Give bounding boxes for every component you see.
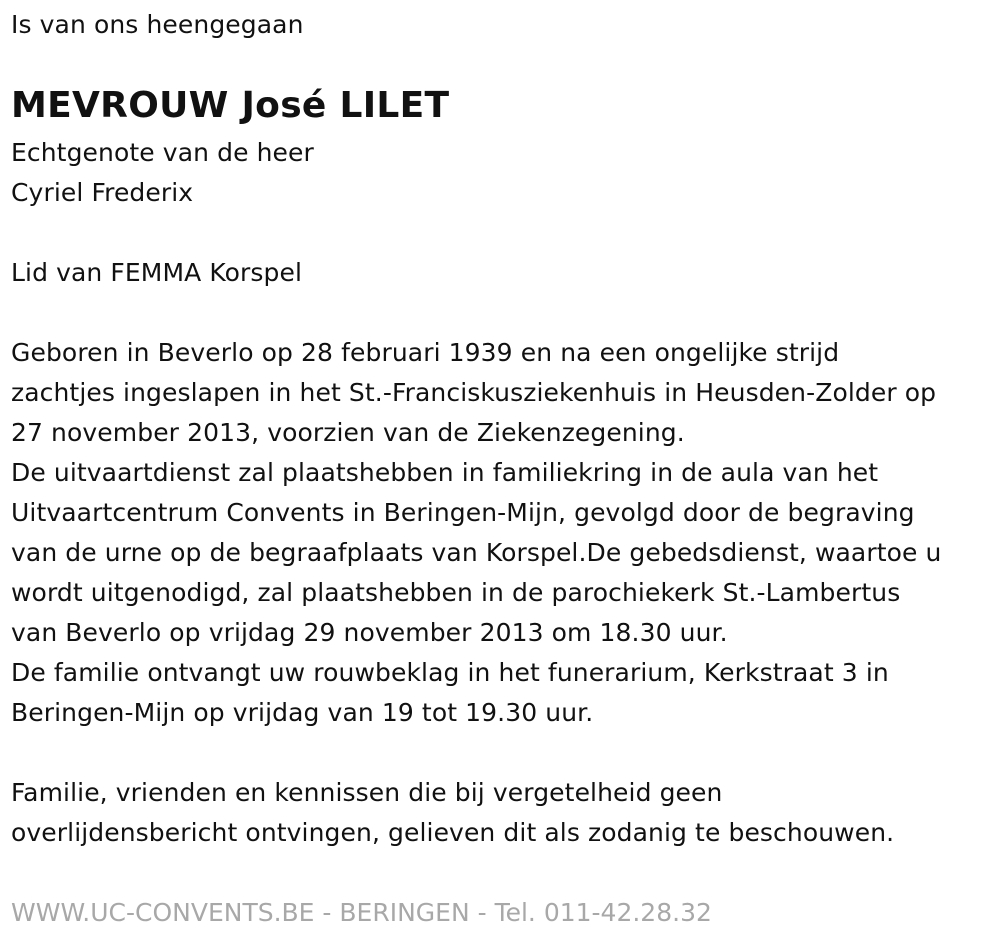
body-line: De familie ontvangt uw rouwbeklag in het funerarium, Kerkstraat 3 in [11,658,889,687]
body-line: Beringen-Mijn op vrijdag van 19 tot 19.30 uur. [11,698,594,727]
spouse-line: Echtgenote van de heer [11,138,314,167]
deceased-name: MEVROUW José LILET [11,85,450,126]
body-line: zachtjes ingeslapen in het St.-Franciskusziekenhuis in Heusden-Zolder op [11,378,937,407]
notice-body [11,333,942,733]
membership-block [11,253,302,293]
closing-block [11,773,894,853]
body-line: wordt uitgenodigd, zal plaatshebben in de parochiekerk St.-Lambertus [11,578,901,607]
footer-contact: WWW.UC-CONVENTS.BE - BERINGEN - Tel. 011-42.28.32 [11,898,712,927]
intro-line: Is van ons heengegaan [11,10,304,39]
closing-line: Familie, vrienden en kennissen die bij vergetelheid geen [11,778,723,807]
body-line: van Beverlo op vrijdag 29 november 2013 om 18.30 uur. [11,618,728,647]
body-line: 27 november 2013, voorzien van de Ziekenzegening. [11,418,685,447]
body-line: Uitvaartcentrum Convents in Beringen-Mijn, gevolgd door de begraving [11,498,915,527]
closing-line: overlijdensbericht ontvingen, gelieven dit als zodanig te beschouwen. [11,818,895,847]
body-line: De uitvaartdienst zal plaatshebben in familiekring in de aula van het [11,458,879,487]
spouse-line: Cyriel Frederix [11,178,194,207]
body-line: Geboren in Beverlo op 28 februari 1939 en na een ongelijke strijd [11,338,840,367]
membership-line: Lid van FEMMA Korspel [11,258,303,287]
spouse-block [11,133,314,213]
body-line: van de urne op de begraafplaats van Korspel.De gebedsdienst, waartoe u [11,538,942,567]
